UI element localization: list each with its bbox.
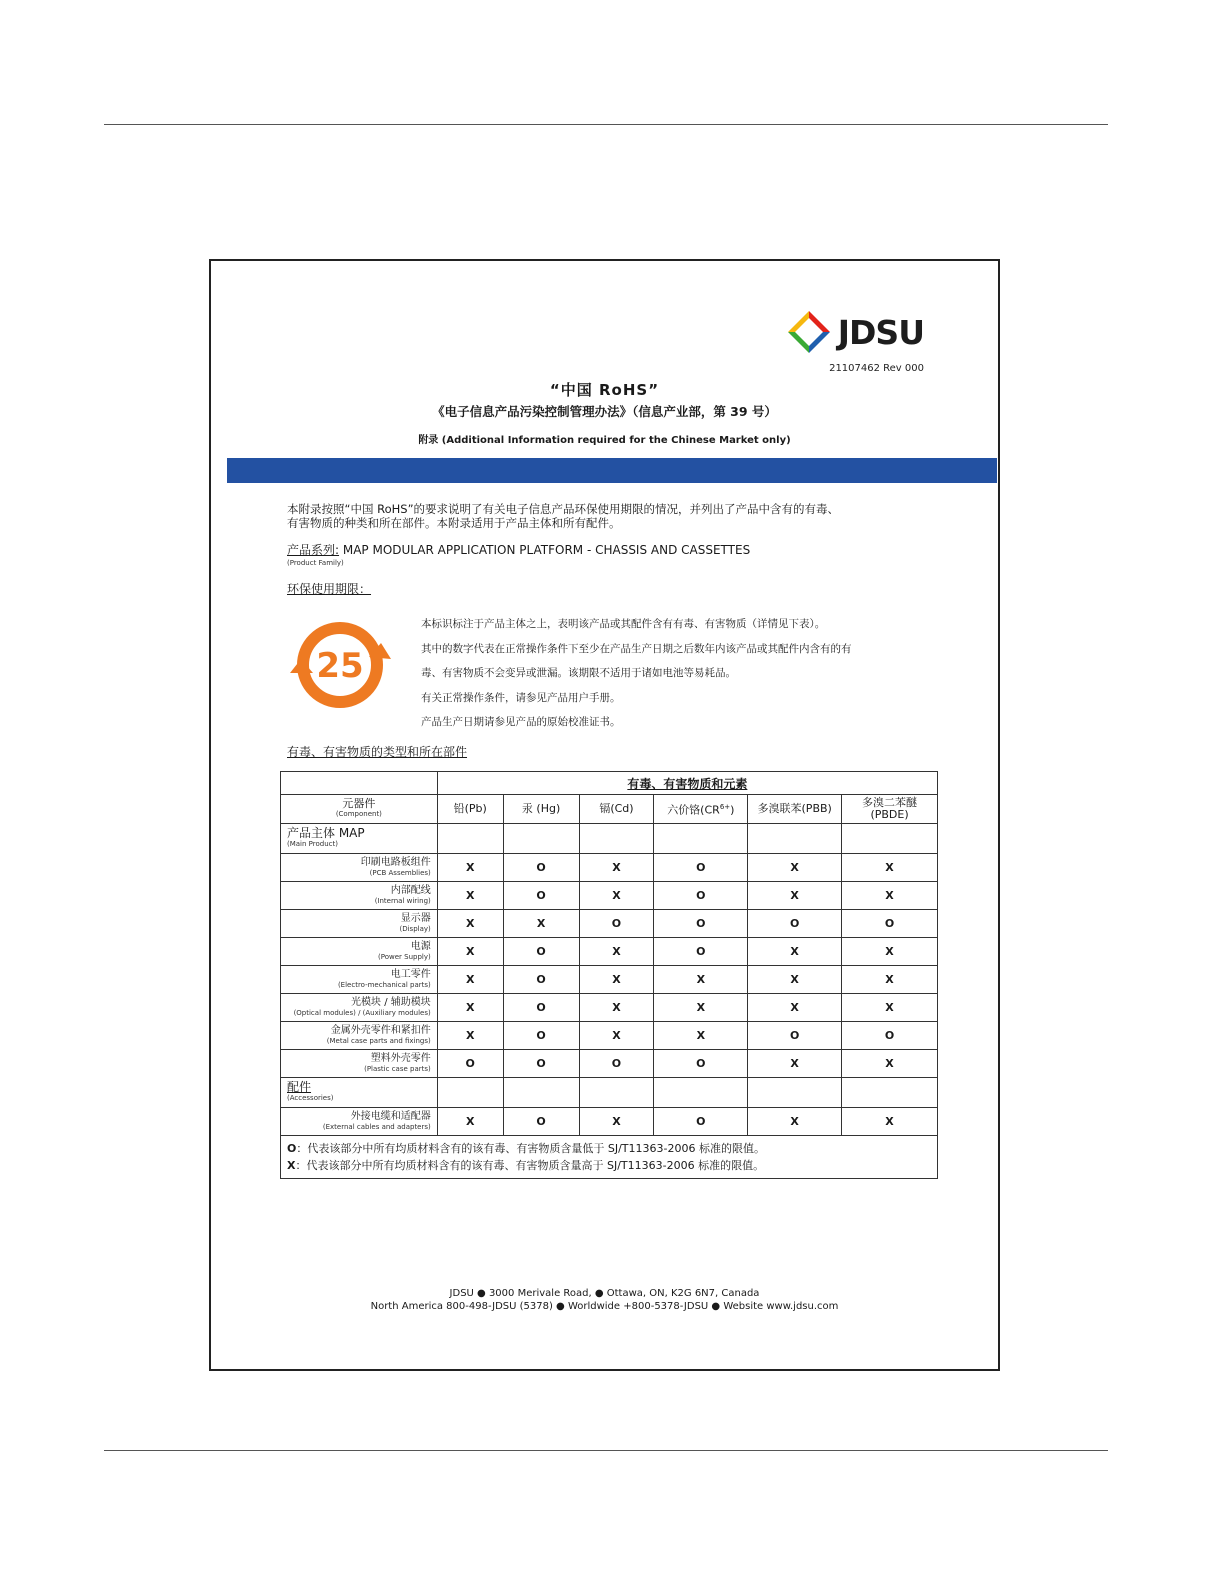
intro-line-2: 有害物质的种类和所在部件。本附录适用于产品主体和所有配件。 <box>287 516 621 530</box>
footer-address: JDSU ● 3000 Merivale Road, ● Ottawa, ON, K2G 6N7, Canada <box>449 1288 760 1299</box>
component-en: (Optical modules) / (Auxiliary modules) <box>293 1008 431 1017</box>
mark-cd: X <box>579 1108 654 1136</box>
empty-cell <box>842 824 938 854</box>
component-cell <box>281 1108 438 1136</box>
mark-pbde: X <box>842 966 938 994</box>
component-header <box>281 795 438 824</box>
jdsu-diamond-icon <box>786 309 832 355</box>
mark-cd: X <box>579 882 654 910</box>
note-x <box>287 1157 931 1174</box>
product-family-en: (Product Family) <box>287 559 344 567</box>
mark-cr6: X <box>654 1022 748 1050</box>
epup-emblem <box>287 619 393 715</box>
document-number: 21107462 Rev 000 <box>829 363 924 374</box>
mark-hg: O <box>503 854 579 882</box>
table-row <box>281 1108 938 1136</box>
column-hg: 汞 (Hg) <box>503 795 579 824</box>
title-appendix: 附录 (Additional Information required for the Chinese Market only) <box>418 435 791 446</box>
title-main: “中国 RoHS” <box>549 381 660 399</box>
component-cell <box>281 1050 438 1078</box>
component-cell <box>281 994 438 1022</box>
mark-pbde: X <box>842 1108 938 1136</box>
column-cr6-close: ) <box>730 803 735 817</box>
mark-cr6: X <box>654 994 748 1022</box>
mark-pbb: X <box>748 966 842 994</box>
mark-pb: X <box>437 994 503 1022</box>
mark-hg: O <box>503 994 579 1022</box>
column-pbde <box>842 795 938 824</box>
rohs-certificate-page <box>209 259 1000 1371</box>
table-row <box>281 854 938 882</box>
table-row <box>281 938 938 966</box>
mark-cd: X <box>579 938 654 966</box>
table-row <box>281 882 938 910</box>
mark-cd: X <box>579 966 654 994</box>
main-product-en: (Main Product) <box>287 839 338 848</box>
mark-pbb: X <box>748 938 842 966</box>
note-o <box>287 1140 931 1157</box>
logo-wordmark: JDSU <box>837 312 924 352</box>
component-cell <box>281 938 438 966</box>
mark-pbb: X <box>748 1050 842 1078</box>
mark-pbb: O <box>748 910 842 938</box>
mark-hg: X <box>503 910 579 938</box>
mark-pbb: X <box>748 854 842 882</box>
title-sub: 《电子信息产品污染控制管理办法》（信息产业部，第 39 号） <box>432 404 777 419</box>
group-row-accessories <box>281 1078 938 1108</box>
mark-pbb: O <box>748 1022 842 1050</box>
component-en: (Electro-mechanical parts) <box>337 980 431 989</box>
mark-pbde: O <box>842 910 938 938</box>
product-family-value: MAP MODULAR APPLICATION PLATFORM - CHASSIS AND CASSETTES <box>339 543 751 557</box>
table-row <box>281 1022 938 1050</box>
intro-line-1: 本附录按照“中国 RoHS”的要求说明了有关电子信息产品环保使用期限的情况，并列出了产品中含有的有毒、 <box>287 502 840 516</box>
mark-cd: O <box>579 910 654 938</box>
component-cell <box>281 910 438 938</box>
emblem-number: 25 <box>316 646 364 686</box>
component-cell <box>281 1022 438 1050</box>
component-zh: 塑料外壳零件 <box>370 1052 431 1064</box>
mark-cr6: O <box>654 938 748 966</box>
empty-cell <box>503 1078 579 1108</box>
component-zh: 电源 <box>410 940 431 952</box>
empty-cell <box>842 1078 938 1108</box>
mark-pb: X <box>437 854 503 882</box>
table-header-row-2 <box>281 795 938 824</box>
mark-pbde: X <box>842 938 938 966</box>
emblem-line-4: 有关正常操作条件，请参见产品用户手册。 <box>421 691 621 704</box>
component-zh: 金属外壳零件和紧扣件 <box>330 1024 431 1036</box>
component-header-en: (Component) <box>335 810 382 818</box>
substances-group-header <box>437 772 937 795</box>
empty-cell <box>503 824 579 854</box>
component-header-zh: 元器件 <box>342 797 376 810</box>
mark-pb: X <box>437 1108 503 1136</box>
mark-pbb: X <box>748 1108 842 1136</box>
emblem-line-2: 其中的数字代表在正常操作条件下至少在产品生产日期之后数年内该产品或其配件内含有的有 <box>421 642 852 655</box>
component-en: (External cables and adapters) <box>322 1122 431 1131</box>
hazardous-substances-table <box>280 771 938 1179</box>
intro-paragraph <box>287 502 927 530</box>
mark-pbb: X <box>748 882 842 910</box>
mark-pbde: X <box>842 854 938 882</box>
mark-cd: X <box>579 1022 654 1050</box>
component-zh: 外接电缆和适配器 <box>350 1110 431 1122</box>
mark-pb: X <box>437 938 503 966</box>
mark-pbde: O <box>842 1022 938 1050</box>
notes-row <box>281 1136 938 1179</box>
blue-divider-bar <box>227 458 997 483</box>
component-en: (Internal wiring) <box>374 896 431 905</box>
column-pbde-zh: 多溴二苯醚 <box>862 796 918 809</box>
column-cr6 <box>654 795 748 824</box>
main-product-zh: 产品主体 MAP <box>287 825 365 840</box>
mark-hg: O <box>503 1050 579 1078</box>
main-product-cell <box>281 824 438 854</box>
component-zh: 光模块 / 辅助模块 <box>351 996 431 1008</box>
note-o-text: ：代表该部分中所有均质材料含有的该有毒、有害物质含量低于 SJ/T11363-2006 标准的限值。 <box>296 1142 765 1155</box>
column-pbde-en: (PBDE) <box>870 808 909 821</box>
mark-hg: O <box>503 1108 579 1136</box>
recycle-25-icon <box>287 619 393 711</box>
mark-hg: O <box>503 938 579 966</box>
component-cell <box>281 882 438 910</box>
accessories-zh <box>287 1079 437 1094</box>
note-x-text: ：代表该部分中所有均质材料含有的该有毒、有害物质含量高于 SJ/T11363-2006 标准的限值。 <box>295 1159 765 1172</box>
column-cd: 镉(Cd) <box>579 795 654 824</box>
product-family <box>287 541 750 558</box>
empty-cell <box>579 824 654 854</box>
mark-cr6: O <box>654 1050 748 1078</box>
table-row <box>281 910 938 938</box>
empty-cell <box>654 1078 748 1108</box>
table-row <box>281 1050 938 1078</box>
accessories-zh-label: 配件 <box>287 1079 312 1094</box>
accessories-cell <box>281 1078 438 1108</box>
notes-cell <box>281 1136 938 1179</box>
footer-contact: North America 800-498-JDSU (5378) ● Worldwide +800-5378-JDSU ● Website www.jdsu.com <box>370 1301 839 1312</box>
mark-pbde: X <box>842 1050 938 1078</box>
mark-pbb: X <box>748 994 842 1022</box>
column-cr6-label: 六价铬(CR <box>667 803 720 817</box>
mark-cr6: O <box>654 854 748 882</box>
accessories-en: (Accessories) <box>287 1093 334 1102</box>
component-zh: 内部配线 <box>390 884 431 896</box>
mark-cr6: O <box>654 910 748 938</box>
mark-cr6: O <box>654 882 748 910</box>
mark-hg: O <box>503 966 579 994</box>
table-row <box>281 994 938 1022</box>
substances-group-label: 有毒、有害物质和元素 <box>627 776 748 791</box>
mark-pbde: X <box>842 994 938 1022</box>
mark-pbde: X <box>842 882 938 910</box>
table-row <box>281 966 938 994</box>
emblem-description <box>421 617 931 740</box>
header-empty-cell <box>281 772 438 795</box>
mark-pb: X <box>437 966 503 994</box>
component-zh: 印刷电路板组件 <box>360 856 431 868</box>
mark-pb: X <box>437 1022 503 1050</box>
column-cr6-superscript: 6+ <box>719 803 731 812</box>
mark-cd: X <box>579 994 654 1022</box>
component-en: (Display) <box>399 924 431 933</box>
component-en: (Power Supply) <box>378 952 431 961</box>
note-x-mark: X <box>287 1159 296 1172</box>
period-heading: 环保使用期限： <box>287 582 372 596</box>
mark-hg: O <box>503 1022 579 1050</box>
component-cell <box>281 966 438 994</box>
mark-cd: X <box>579 854 654 882</box>
mark-pb: O <box>437 1050 503 1078</box>
group-row-main-product <box>281 824 938 854</box>
table-header-row-1 <box>281 772 938 795</box>
emblem-line-5: 产品生产日期请参见产品的原始校准证书。 <box>421 716 621 728</box>
mark-pb: X <box>437 882 503 910</box>
note-o-mark: O <box>287 1142 297 1155</box>
component-en: (Metal case parts and fixings) <box>326 1036 431 1045</box>
emblem-line-1: 本标识标注于产品主体之上，表明该产品或其配件含有有毒、有害物质（详情见下表）。 <box>421 618 826 630</box>
empty-cell <box>654 824 748 854</box>
component-zh: 电工零件 <box>390 968 431 980</box>
empty-cell <box>748 824 842 854</box>
component-zh: 显示器 <box>400 912 431 924</box>
header-rule <box>104 124 1108 125</box>
component-en: (Plastic case parts) <box>364 1064 431 1073</box>
column-pb: 铅(Pb) <box>437 795 503 824</box>
mark-cd: O <box>579 1050 654 1078</box>
product-family-label: 产品系列: <box>287 543 340 557</box>
empty-cell <box>437 1078 503 1108</box>
column-pbb: 多溴联苯(PBB) <box>748 795 842 824</box>
mark-cr6: X <box>654 966 748 994</box>
component-en: (PCB Assemblies) <box>369 868 431 877</box>
table-heading: 有毒、有害物质的类型和所在部件 <box>287 745 468 759</box>
mark-hg: O <box>503 882 579 910</box>
empty-cell <box>579 1078 654 1108</box>
empty-cell <box>748 1078 842 1108</box>
empty-cell <box>437 824 503 854</box>
mark-cr6: O <box>654 1108 748 1136</box>
component-cell <box>281 854 438 882</box>
footer-rule <box>104 1450 1108 1451</box>
jdsu-logo <box>786 309 924 355</box>
emblem-line-3: 毒、有害物质不会变异或泄漏。该期限不适用于诸如电池等易耗品。 <box>421 667 736 679</box>
mark-pb: X <box>437 910 503 938</box>
